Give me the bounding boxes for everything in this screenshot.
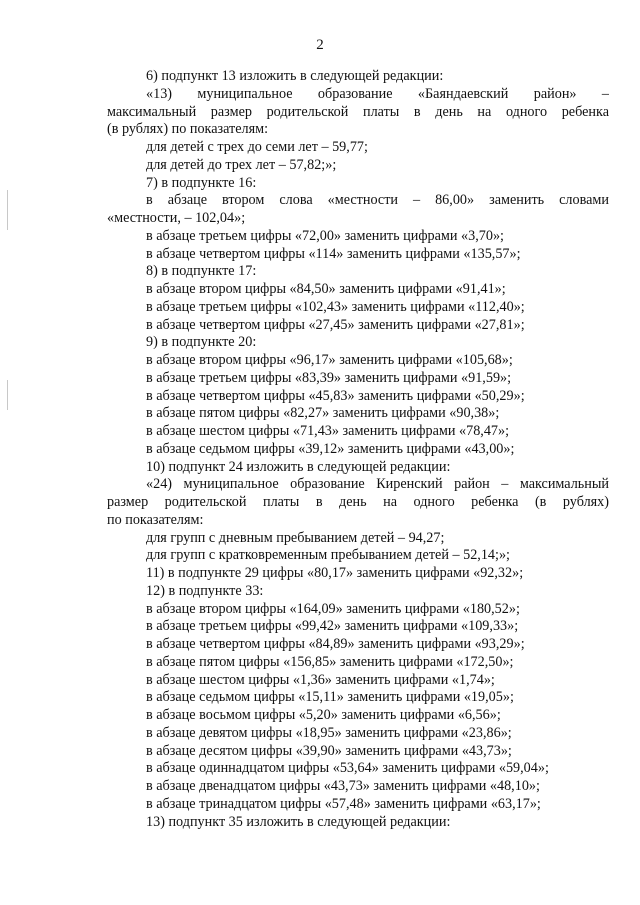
text-line: в абзаце восьмом цифры «5,20» заменить цифрами «6,56»; xyxy=(146,707,501,723)
text-line: для детей с трех до семи лет – 59,77; xyxy=(146,139,368,155)
text-line: 7) в подпункте 16: xyxy=(146,174,257,191)
text-line: для групп с кратковременным пребыванием детей – 52,14;»; xyxy=(146,547,510,564)
page-number: 2 xyxy=(316,37,324,53)
text-line: 12) в подпункте 33: xyxy=(146,582,264,599)
text-line: 11) в подпункте 29 цифры «80,17» заменить цифрами «92,32»; xyxy=(146,565,524,581)
text-line: в абзаце четвертом цифры «114» заменить цифрами «135,57»; xyxy=(146,245,521,262)
text-line: в абзаце третьем цифры «72,00» заменить цифрами «3,70»; xyxy=(146,227,504,244)
text-line: 10) подпункт 24 изложить в следующей редакции: xyxy=(146,458,451,475)
text-line: в абзаце втором цифры «96,17» заменить цифрами «105,68»; xyxy=(146,352,513,368)
text-line: 13) подпункт 35 изложить в следующей редакции: xyxy=(146,813,451,830)
text-line: в абзаце пятом цифры «156,85» заменить цифрами «172,50»; xyxy=(146,653,514,670)
text-line: «24) муниципальное образование Киренский район – максимальный xyxy=(146,476,609,493)
text-line: в абзаце четвертом цифры «45,83» заменить цифрами «50,29»; xyxy=(146,387,525,404)
document-body xyxy=(107,68,609,831)
scan-margin-mark xyxy=(7,380,8,410)
text-line: в абзаце втором слова «местности – 86,00» заменить словами xyxy=(146,192,609,209)
text-line: в абзаце четвертом цифры «27,45» заменить цифрами «27,81»; xyxy=(146,316,525,333)
text-line: для групп с дневным пребыванием детей – 94,27; xyxy=(146,529,445,546)
text-line: в абзаце десятом цифры «39,90» заменить цифрами «43,73»; xyxy=(146,742,512,759)
text-line: в абзаце втором цифры «84,50» заменить цифрами «91,41»; xyxy=(146,281,506,297)
text-line: 9) в подпункте 20: xyxy=(146,334,257,351)
text-line: для детей до трех лет – 57,82;»; xyxy=(146,156,337,173)
text-line: в абзаце шестом цифры «71,43» заменить цифрами «78,47»; xyxy=(146,423,510,439)
text-line: в абзаце седьмом цифры «15,11» заменить цифрами «19,05»; xyxy=(146,689,514,706)
scan-margin-mark xyxy=(7,190,8,230)
text-line: в абзаце третьем цифры «102,43» заменить цифрами «112,40»; xyxy=(146,298,525,315)
text-line: в абзаце втором цифры «164,09» заменить цифрами «180,52»; xyxy=(146,600,520,617)
text-line: 8) в подпункте 17: xyxy=(146,263,257,280)
text-line: в абзаце девятом цифры «18,95» заменить цифрами «23,86»; xyxy=(146,724,512,741)
text-line: максимальный размер родительской платы в день на одного ребенка xyxy=(107,103,609,120)
text-line: в абзаце пятом цифры «82,27» заменить цифрами «90,38»; xyxy=(146,405,500,422)
text-line: в абзаце третьем цифры «99,42» заменить цифрами «109,33»; xyxy=(146,618,519,635)
text-line: по показателям: xyxy=(107,511,204,528)
text-line: «13) муниципальное образование «Баяндаевский район» – xyxy=(146,85,609,102)
text-line: в абзаце одиннадцатом цифры «53,64» заменить цифрами «59,04»; xyxy=(146,760,549,777)
text-line: (в рублях) по показателям: xyxy=(107,121,269,138)
text-line: в абзаце седьмом цифры «39,12» заменить цифрами «43,00»; xyxy=(146,440,515,457)
text-line: в абзаце третьем цифры «83,39» заменить цифрами «91,59»; xyxy=(146,369,512,386)
text-line: в абзаце четвертом цифры «84,89» заменить цифрами «93,29»; xyxy=(146,636,525,652)
text-line: размер родительской платы в день на одного ребенка (в рублях) xyxy=(107,494,609,510)
text-line: в абзаце тринадцатом цифры «57,48» заменить цифрами «63,17»; xyxy=(146,795,541,812)
text-line: в абзаце двенадцатом цифры «43,73» заменить цифрами «48,10»; xyxy=(146,778,540,794)
text-line: в абзаце шестом цифры «1,36» заменить цифрами «1,74»; xyxy=(146,671,495,688)
text-line: «местности, – 102,04»; xyxy=(107,210,246,226)
text-line: 6) подпункт 13 изложить в следующей редакции: xyxy=(146,68,444,84)
